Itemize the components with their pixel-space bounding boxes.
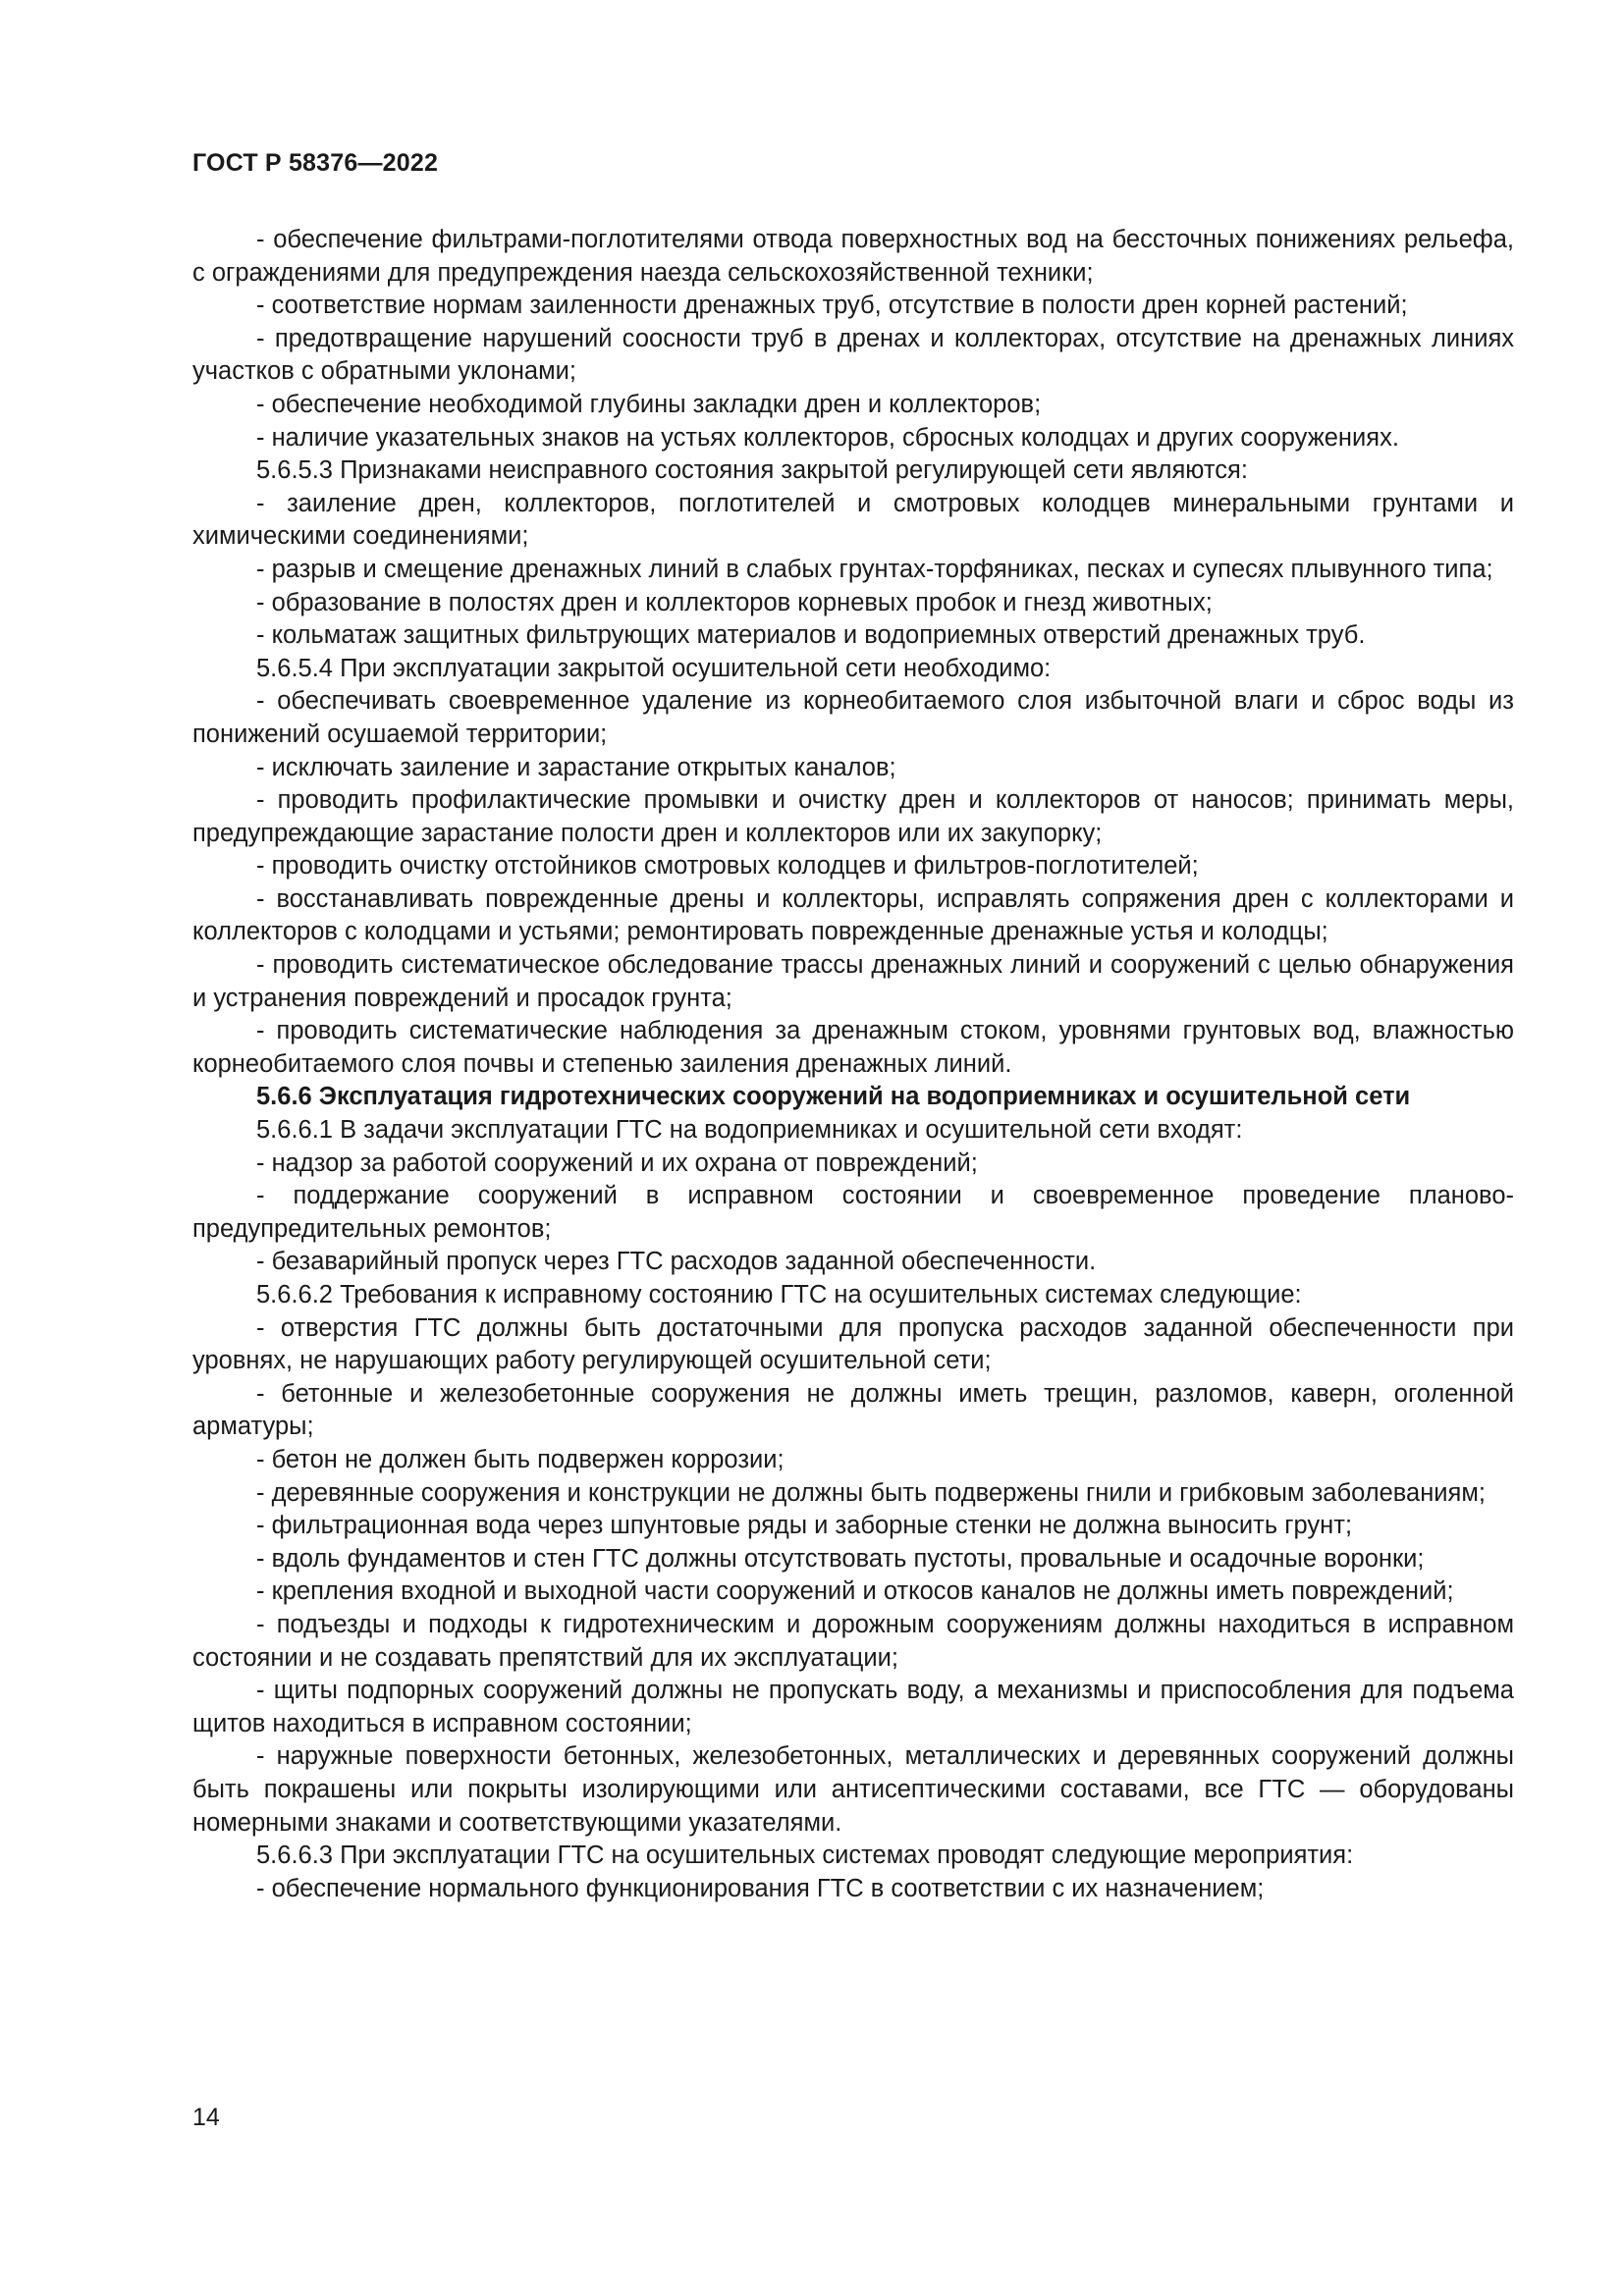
list-item: - наличие указательных знаков на устьях коллекторов, сбросных колодцах и других сооружениях. <box>256 423 1399 452</box>
list-item: - обеспечивать своевременное удаление из корнеобитаемого слоя избыточной влаги и сброс воды из понижений осушаемой территории; <box>192 687 1514 748</box>
list-item: - образование в полостях дрен и коллекторов корневых пробок и гнезд животных; <box>256 588 1213 616</box>
document-header-code: ГОСТ Р 58376—2022 <box>192 149 439 177</box>
list-item: - фильтрационная вода через шпунтовые ряды и заборные стенки не должна выносить грунт; <box>256 1512 1353 1540</box>
clause-paragraph: 5.6.6.1 В задачи эксплуатации ГТС на водоприемниках и осушительной сети входят: <box>256 1116 1243 1145</box>
list-item: - проводить профилактические промывки и очистку дрен и коллекторов от наносов; принимать меры, предупреждающие зарастание полости дрен и коллекторов или их закупорку; <box>192 786 1514 847</box>
list-item: - наружные поверхности бетонных, железобетонных, металлических и деревянных сооружений должны быть покрашены или покрыты изолирующими или антисептическими составами, все ГТС — оборудованы номерными знаками и соответствующими указателями. <box>192 1742 1514 1837</box>
list-item: - исключать заиление и зарастание открытых каналов; <box>256 753 896 781</box>
list-item: - проводить систематические наблюдения за дренажным стоком, уровнями грунтовых вод, влажностью корнеобитаемого слоя почвы и степенью заиления дренажных линий. <box>192 1017 1514 1078</box>
page-number: 14 <box>192 2104 220 2131</box>
list-item: - подъезды и подходы к гидротехническим и дорожным сооружениям должны находиться в исправном состоянии и не создавать препятствий для их эксплуатации; <box>192 1610 1514 1672</box>
clause-paragraph: 5.6.6.3 При эксплуатации ГТС на осушительных системах проводят следующие мероприятия: <box>256 1842 1354 1870</box>
list-item: - проводить очистку отстойников смотровых колодцев и фильтров-поглотителей; <box>256 852 1199 881</box>
document-body <box>192 224 1514 1905</box>
list-item: - бетон не должен быть подвержен коррозии; <box>256 1445 785 1473</box>
list-item: - обеспечение фильтрами-поглотителями отвода поверхностных вод на бессточных понижениях рельефа, с ограждениями для предупреждения наезда сельскохозяйственной техники; <box>192 226 1514 287</box>
list-item: - безаварийный пропуск через ГТС расходов заданной обеспеченности. <box>256 1248 1097 1276</box>
list-item: - проводить систематическое обследование трассы дренажных линий и сооружений с целью обнаружения и устранения повреждений и просадок грунта; <box>192 951 1514 1012</box>
list-item: - разрыв и смещение дренажных линий в слабых грунтах-торфяниках, песках и супесях плывунного типа; <box>256 555 1493 583</box>
clause-paragraph: 5.6.6.2 Требования к исправному состоянию ГТС на осушительных системах следующие: <box>256 1281 1302 1308</box>
section-heading: 5.6.6 Эксплуатация гидротехнических сооружений на водоприемниках и осушительной сети <box>256 1083 1411 1111</box>
list-item: - поддержание сооружений в исправном состоянии и своевременное проведение планово-предупредительных ремонтов; <box>192 1182 1514 1243</box>
list-item: - крепления входной и выходной части сооружений и откосов каналов не должны иметь повреждений; <box>256 1577 1454 1606</box>
list-item: - предотвращение нарушений соосности труб в дренах и коллекторах, отсутствие на дренажных линиях участков с обратными уклонами; <box>192 324 1514 386</box>
list-item: - отверстия ГТС должны быть достаточными для пропуска расходов заданной обеспеченности при уровнях, не нарушающих работу регулирующей осушительной сети; <box>192 1313 1514 1375</box>
list-item: - надзор за работой сооружений и их охрана от повреждений; <box>256 1148 978 1177</box>
clause-paragraph: 5.6.5.4 При эксплуатации закрытой осушительной сети необходимо: <box>256 654 1052 682</box>
clause-paragraph: 5.6.5.3 Признаками неисправного состояния закрытой регулирующей сети являются: <box>256 456 1248 485</box>
list-item: - деревянные сооружения и конструкции не должны быть подвержены гнили и грибковым заболеваниям; <box>256 1478 1486 1507</box>
list-item: - обеспечение необходимой глубины закладки дрен и коллекторов; <box>256 390 1042 418</box>
list-item: - бетонные и железобетонные сооружения не должны иметь трещин, разломов, каверн, оголенной арматуры; <box>192 1379 1514 1441</box>
list-item: - заиление дрен, коллекторов, поглотителей и смотровых колодцев минеральными грунтами и химическими соединениями; <box>192 489 1514 551</box>
list-item: - вдоль фундаментов и стен ГТС должны отсутствовать пустоты, провальные и осадочные воронки; <box>256 1544 1425 1573</box>
list-item: - восстанавливать поврежденные дрены и коллекторы, исправлять сопряжения дрен с коллекторами и коллекторов с колодцами и устьями; ремонтировать поврежденные дренажные устья и колодцы; <box>192 884 1514 946</box>
list-item: - соответствие нормам заиленности дренажных труб, отсутствие в полости дрен корней растений; <box>256 292 1408 320</box>
list-item: - щиты подпорных сооружений должны не пропускать воду, а механизмы и приспособления для подъема щитов находиться в исправном состоянии; <box>192 1677 1514 1737</box>
list-item: - обеспечение нормального функционирования ГТС в соответствии с их назначением; <box>256 1874 1265 1902</box>
list-item: - кольматаж защитных фильтрующих материалов и водоприемных отверстий дренажных труб. <box>256 621 1366 650</box>
